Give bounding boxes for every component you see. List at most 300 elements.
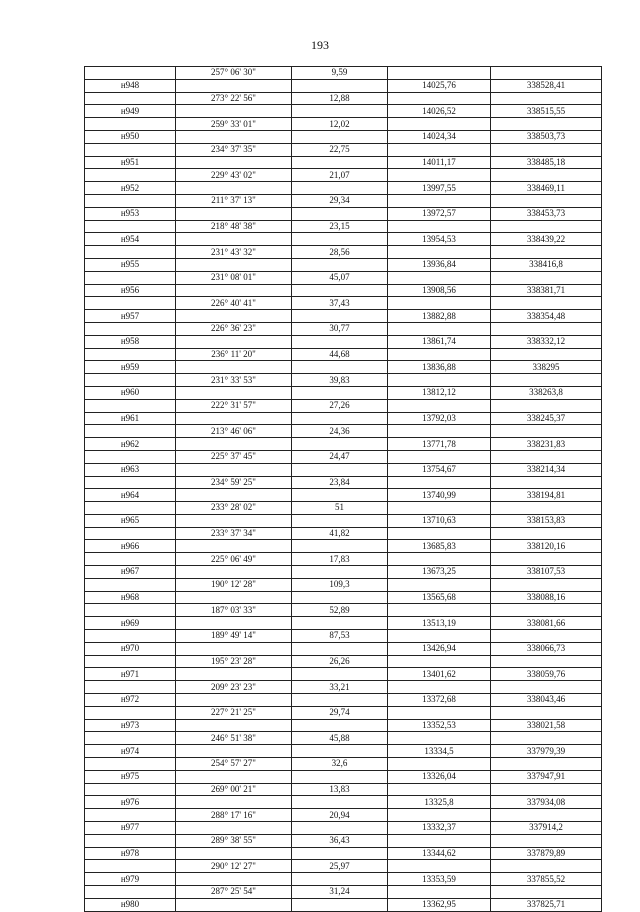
distance-cell: 24,36 [292,425,388,438]
y-coordinate-cell: 338453,73 [491,207,602,220]
coordinates-table [84,66,602,912]
distance-cell: 29,74 [292,706,388,719]
point-label-cell [85,322,176,335]
bearing-cell: 225° 06' 49" [176,553,292,566]
x-coordinate-cell [388,860,491,873]
y-coordinate-cell [491,502,602,515]
x-coordinate-cell: 13372,68 [388,694,491,707]
bearing-cell [176,822,292,835]
y-coordinate-cell: 338088,16 [491,591,602,604]
bearing-cell [176,335,292,348]
x-coordinate-cell: 13326,04 [388,770,491,783]
point-label-cell: н980 [85,898,176,911]
table-row [85,67,602,80]
bearing-cell [176,873,292,886]
distance-cell [292,617,388,630]
bearing-cell: 231° 08' 01" [176,271,292,284]
bearing-cell: 211° 37' 13" [176,194,292,207]
bearing-cell [176,719,292,732]
table-row [85,310,602,323]
table-row [85,834,602,847]
point-label-cell [85,92,176,105]
y-coordinate-cell [491,169,602,182]
x-coordinate-cell [388,425,491,438]
y-coordinate-cell [491,143,602,156]
point-label-cell: н954 [85,233,176,246]
y-coordinate-cell [491,732,602,745]
point-label-cell [85,758,176,771]
table-row [85,476,602,489]
point-label-cell [85,578,176,591]
x-coordinate-cell: 14026,52 [388,105,491,118]
y-coordinate-cell: 338231,83 [491,438,602,451]
distance-cell: 13,83 [292,783,388,796]
y-coordinate-cell [491,578,602,591]
y-coordinate-cell: 338194,81 [491,489,602,502]
table-row [85,322,602,335]
bearing-cell [176,668,292,681]
table-row [85,553,602,566]
y-coordinate-cell [491,886,602,899]
bearing-cell: 234° 59' 25" [176,476,292,489]
table-row [85,886,602,899]
bearing-cell [176,540,292,553]
point-label-cell: н950 [85,130,176,143]
distance-cell: 51 [292,502,388,515]
bearing-cell: 287° 25' 54" [176,886,292,899]
x-coordinate-cell [388,783,491,796]
bearing-cell [176,182,292,195]
x-coordinate-cell: 13344,62 [388,847,491,860]
bearing-cell [176,130,292,143]
x-coordinate-cell [388,194,491,207]
x-coordinate-cell [388,246,491,259]
x-coordinate-cell: 13936,84 [388,258,491,271]
bearing-cell [176,514,292,527]
table-row [85,540,602,553]
x-coordinate-cell [388,450,491,463]
point-label-cell [85,169,176,182]
x-coordinate-cell [388,758,491,771]
distance-cell: 17,83 [292,553,388,566]
y-coordinate-cell [491,92,602,105]
y-coordinate-cell: 338081,66 [491,617,602,630]
bearing-cell: 187° 03' 33" [176,604,292,617]
bearing-cell [176,617,292,630]
point-label-cell [85,425,176,438]
table-row [85,297,602,310]
bearing-cell: 231° 33' 53" [176,374,292,387]
table-row [85,783,602,796]
bearing-cell [176,566,292,579]
x-coordinate-cell: 13908,56 [388,284,491,297]
x-coordinate-cell [388,374,491,387]
y-coordinate-cell [491,297,602,310]
table-row [85,335,602,348]
distance-cell [292,591,388,604]
distance-cell [292,310,388,323]
x-coordinate-cell [388,322,491,335]
x-coordinate-cell: 13836,88 [388,361,491,374]
y-coordinate-cell: 338066,73 [491,642,602,655]
point-label-cell: н957 [85,310,176,323]
bearing-cell [176,361,292,374]
distance-cell [292,489,388,502]
x-coordinate-cell: 13740,99 [388,489,491,502]
y-coordinate-cell: 338043,46 [491,694,602,707]
y-coordinate-cell [491,118,602,131]
y-coordinate-cell [491,630,602,643]
point-label-cell: н958 [85,335,176,348]
y-coordinate-cell [491,783,602,796]
bearing-cell [176,105,292,118]
bearing-cell [176,438,292,451]
y-coordinate-cell [491,758,602,771]
y-coordinate-cell [491,604,602,617]
table-row [85,284,602,297]
bearing-cell [176,694,292,707]
y-coordinate-cell: 338263,8 [491,386,602,399]
point-label-cell [85,297,176,310]
y-coordinate-cell [491,348,602,361]
x-coordinate-cell: 13401,62 [388,668,491,681]
distance-cell [292,79,388,92]
bearing-cell [176,233,292,246]
point-label-cell: н977 [85,822,176,835]
y-coordinate-cell: 337979,39 [491,745,602,758]
y-coordinate-cell [491,271,602,284]
table-row [85,527,602,540]
table-row [85,374,602,387]
distance-cell: 9,59 [292,67,388,80]
point-label-cell [85,681,176,694]
table-row [85,118,602,131]
x-coordinate-cell [388,476,491,489]
point-label-cell: н953 [85,207,176,220]
y-coordinate-cell: 338332,12 [491,335,602,348]
distance-cell: 33,21 [292,681,388,694]
point-label-cell: н949 [85,105,176,118]
x-coordinate-cell [388,604,491,617]
distance-cell: 12,88 [292,92,388,105]
y-coordinate-cell: 338485,18 [491,156,602,169]
x-coordinate-cell: 14011,17 [388,156,491,169]
distance-cell [292,566,388,579]
x-coordinate-cell: 13685,83 [388,540,491,553]
distance-cell [292,745,388,758]
point-label-cell [85,553,176,566]
table-row [85,143,602,156]
point-label-cell: н972 [85,694,176,707]
point-label-cell [85,399,176,412]
distance-cell [292,514,388,527]
bearing-cell: 213° 46' 06" [176,425,292,438]
y-coordinate-cell [491,834,602,847]
point-label-cell [85,143,176,156]
point-label-cell [85,246,176,259]
bearing-cell [176,591,292,604]
bearing-cell: 254° 57' 27" [176,758,292,771]
table-row [85,668,602,681]
table-row [85,681,602,694]
x-coordinate-cell: 13334,5 [388,745,491,758]
point-label-cell [85,655,176,668]
x-coordinate-cell: 13353,59 [388,873,491,886]
table-row [85,809,602,822]
bearing-cell: 233° 37' 34" [176,527,292,540]
distance-cell [292,822,388,835]
point-label-cell [85,860,176,873]
point-label-cell: н964 [85,489,176,502]
y-coordinate-cell: 338245,37 [491,412,602,425]
point-label-cell [85,476,176,489]
table-row [85,719,602,732]
bearing-cell: 209° 23' 23" [176,681,292,694]
y-coordinate-cell: 338503,73 [491,130,602,143]
bearing-cell: 289° 38' 55" [176,834,292,847]
point-label-cell: н961 [85,412,176,425]
point-label-cell: н960 [85,386,176,399]
y-coordinate-cell [491,220,602,233]
point-label-cell [85,706,176,719]
distance-cell [292,284,388,297]
x-coordinate-cell: 13352,53 [388,719,491,732]
x-coordinate-cell [388,118,491,131]
distance-cell [292,694,388,707]
y-coordinate-cell: 338469,11 [491,182,602,195]
x-coordinate-cell [388,834,491,847]
y-coordinate-cell: 338528,41 [491,79,602,92]
table-row [85,694,602,707]
bearing-cell: 288° 17' 16" [176,809,292,822]
distance-cell [292,182,388,195]
distance-cell: 12,02 [292,118,388,131]
distance-cell: 31,24 [292,886,388,899]
x-coordinate-cell [388,399,491,412]
table-row [85,386,602,399]
point-label-cell: н962 [85,438,176,451]
point-label-cell [85,783,176,796]
x-coordinate-cell [388,348,491,361]
y-coordinate-cell [491,681,602,694]
x-coordinate-cell [388,67,491,80]
x-coordinate-cell [388,578,491,591]
table-row [85,233,602,246]
distance-cell [292,361,388,374]
table-row [85,450,602,463]
y-coordinate-cell [491,67,602,80]
distance-cell: 29,34 [292,194,388,207]
y-coordinate-cell [491,655,602,668]
point-label-cell [85,220,176,233]
x-coordinate-cell [388,297,491,310]
point-label-cell: н974 [85,745,176,758]
table-row [85,604,602,617]
point-label-cell [85,886,176,899]
point-label-cell: н978 [85,847,176,860]
x-coordinate-cell: 13513,19 [388,617,491,630]
table-row [85,514,602,527]
distance-cell [292,258,388,271]
table-row [85,207,602,220]
y-coordinate-cell: 338059,76 [491,668,602,681]
table-row [85,630,602,643]
bearing-cell [176,642,292,655]
distance-cell: 39,83 [292,374,388,387]
x-coordinate-cell [388,732,491,745]
x-coordinate-cell: 13673,25 [388,566,491,579]
bearing-cell: 218° 48' 38" [176,220,292,233]
distance-cell: 87,53 [292,630,388,643]
x-coordinate-cell [388,169,491,182]
y-coordinate-cell: 337914,2 [491,822,602,835]
point-label-cell: н956 [85,284,176,297]
x-coordinate-cell [388,92,491,105]
table-row [85,425,602,438]
page-number: 193 [311,38,329,52]
y-coordinate-cell: 338153,83 [491,514,602,527]
table-row [85,502,602,515]
point-label-cell: н969 [85,617,176,630]
bearing-cell: 222° 31' 57" [176,399,292,412]
table-row [85,463,602,476]
table-row [85,655,602,668]
table-row [85,105,602,118]
point-label-cell: н975 [85,770,176,783]
y-coordinate-cell [491,322,602,335]
table-row [85,860,602,873]
bearing-cell [176,770,292,783]
table-row [85,156,602,169]
x-coordinate-cell: 14024,34 [388,130,491,143]
distance-cell: 37,43 [292,297,388,310]
point-label-cell [85,527,176,540]
x-coordinate-cell [388,271,491,284]
bearing-cell [176,156,292,169]
point-label-cell [85,450,176,463]
distance-cell: 41,82 [292,527,388,540]
distance-cell [292,412,388,425]
y-coordinate-cell: 338021,58 [491,719,602,732]
bearing-cell [176,386,292,399]
x-coordinate-cell [388,655,491,668]
distance-cell: 24,47 [292,450,388,463]
y-coordinate-cell [491,476,602,489]
y-coordinate-cell [491,450,602,463]
distance-cell [292,233,388,246]
bearing-cell: 257° 06' 30" [176,67,292,80]
x-coordinate-cell: 13426,94 [388,642,491,655]
x-coordinate-cell [388,143,491,156]
x-coordinate-cell: 13565,68 [388,591,491,604]
distance-cell [292,105,388,118]
coordinates-table-body [85,67,602,912]
bearing-cell: 273° 22' 56" [176,92,292,105]
table-row [85,361,602,374]
distance-cell [292,642,388,655]
point-label-cell [85,834,176,847]
table-row [85,194,602,207]
x-coordinate-cell [388,886,491,899]
point-label-cell: н959 [85,361,176,374]
y-coordinate-cell: 337879,89 [491,847,602,860]
y-coordinate-cell [491,374,602,387]
distance-cell: 36,43 [292,834,388,847]
table-row [85,796,602,809]
distance-cell: 44,68 [292,348,388,361]
bearing-cell [176,489,292,502]
table-row [85,412,602,425]
distance-cell [292,438,388,451]
bearing-cell: 231° 43' 32" [176,246,292,259]
distance-cell: 27,26 [292,399,388,412]
bearing-cell [176,310,292,323]
bearing-cell: 290° 12' 27" [176,860,292,873]
y-coordinate-cell [491,809,602,822]
x-coordinate-cell: 13332,37 [388,822,491,835]
x-coordinate-cell: 13325,8 [388,796,491,809]
distance-cell: 52,89 [292,604,388,617]
bearing-cell: 269° 00' 21" [176,783,292,796]
point-label-cell: н951 [85,156,176,169]
point-label-cell: н979 [85,873,176,886]
point-label-cell [85,194,176,207]
y-coordinate-cell: 337855,52 [491,873,602,886]
x-coordinate-cell: 13972,57 [388,207,491,220]
table-row [85,758,602,771]
point-label-cell: н970 [85,642,176,655]
distance-cell: 23,15 [292,220,388,233]
table-row [85,706,602,719]
point-label-cell [85,502,176,515]
y-coordinate-cell: 338381,71 [491,284,602,297]
y-coordinate-cell [491,194,602,207]
point-label-cell: н971 [85,668,176,681]
x-coordinate-cell [388,809,491,822]
distance-cell [292,156,388,169]
y-coordinate-cell: 338295 [491,361,602,374]
bearing-cell: 259° 33' 01" [176,118,292,131]
y-coordinate-cell: 338439,22 [491,233,602,246]
y-coordinate-cell: 337825,71 [491,898,602,911]
table-row [85,271,602,284]
distance-cell [292,873,388,886]
distance-cell: 26,26 [292,655,388,668]
table-row [85,169,602,182]
bearing-cell: 189° 49' 14" [176,630,292,643]
distance-cell: 20,94 [292,809,388,822]
table-row [85,92,602,105]
table-row [85,642,602,655]
y-coordinate-cell: 338515,55 [491,105,602,118]
y-coordinate-cell [491,425,602,438]
bearing-cell: 226° 36' 23" [176,322,292,335]
point-label-cell: н968 [85,591,176,604]
y-coordinate-cell: 338214,34 [491,463,602,476]
x-coordinate-cell: 13771,78 [388,438,491,451]
table-row [85,745,602,758]
bearing-cell [176,463,292,476]
y-coordinate-cell [491,527,602,540]
bearing-cell [176,847,292,860]
bearing-cell: 226° 40' 41" [176,297,292,310]
distance-cell [292,540,388,553]
y-coordinate-cell [491,399,602,412]
distance-cell: 23,84 [292,476,388,489]
distance-cell: 32,6 [292,758,388,771]
y-coordinate-cell: 337947,91 [491,770,602,783]
point-label-cell: н973 [85,719,176,732]
